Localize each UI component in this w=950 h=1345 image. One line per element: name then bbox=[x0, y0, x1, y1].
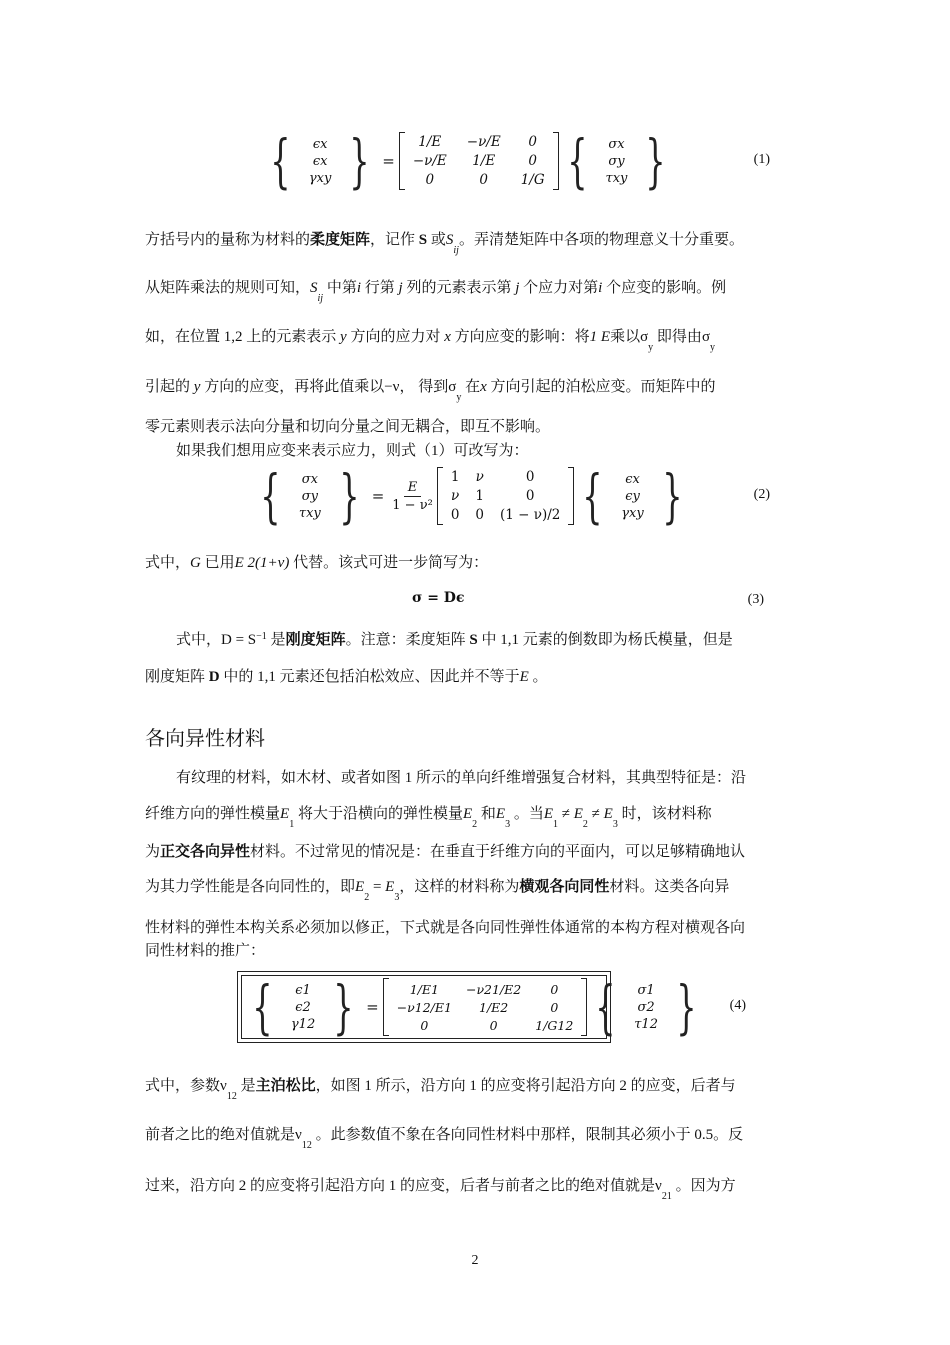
paragraph-3: 如，在位置 1,2 上的元素表示 y 方向的应力对 x 方向应变的影响：将1 E乘以$\sigma_y$ 即得由$\sigma_y$ bbox=[145, 329, 716, 353]
equation-3: σ = Dϵ (3) bbox=[412, 590, 764, 607]
equation-number: (2) bbox=[753, 487, 770, 502]
eq1-rhs-vector: σx σy τxy bbox=[605, 136, 628, 186]
paragraph-2: 从矩阵乘法的规则可知，$S_{ij}$ 中第i 行第 j 列的元素表示第 j 个应力对第i 个应变的影响。例 bbox=[145, 280, 727, 304]
paragraph-18: 过来，沿方向 2 的应变将引起沿方向 1 的应变，后者与前者之比的绝对值就是$\nu_{21}$ 。因为方 bbox=[145, 1178, 736, 1202]
paragraph-12: 为正交各向异性材料。不过常见的情况是：在垂直于纤维方向的平面内，可以足够精确地认 bbox=[145, 844, 746, 860]
paragraph-10: 有纹理的材料，如木材、或者如图 1 所示的单向纤维增强复合材料，其典型特征是：沿 bbox=[176, 770, 747, 786]
eq4-rhs-vector: σ1 σ2 τ12 bbox=[634, 982, 658, 1032]
paragraph-7: 式中，G 已用E 2(1+ν) 代替。该式可进一步简写为： bbox=[145, 555, 489, 571]
paragraph-17: 前者之比的绝对值就是$\nu_{12}$ 。此参数值不象在各向同性材料中那样，限制其必须小于 0.5。反 bbox=[145, 1127, 744, 1151]
eq4-lhs-vector: ϵ1 ϵ2 γ12 bbox=[290, 982, 316, 1032]
paragraph-5: 零元素则表示法向分量和切向分量之间无耦合，即互不影响。 bbox=[145, 419, 551, 435]
eq2-fraction: $\frac{E}{\text{1 − ν²}}$ bbox=[392, 479, 433, 513]
equation-4-box bbox=[237, 971, 697, 1043]
paragraph-9: 刚度矩阵 D 中的 1,1 元素还包括泊松效应、因此并不等于E 。 bbox=[145, 669, 548, 685]
equation-4: { ϵ1 ϵ2 γ12 } = 1/E1 −ν21/E2 0 −ν12/E1 1/E2 0 0 0 1/G12 { σ1 σ2 τ12 } bbox=[252, 973, 697, 1041]
paragraph-4: 引起的 y 方向的应变，再将此值乘以−ν， 得到$\sigma_y$ 在x 方向引起的泊松应变。而矩阵中的 bbox=[145, 379, 716, 403]
paragraph-1: 方括号内的量称为材料的柔度矩阵，记作 S 或$S_{ij}$。弄清楚矩阵中各项的物理意义十分重要。 bbox=[145, 232, 744, 256]
paragraph-6: 如果我们想用应变来表示应力，则式（1）可改写为： bbox=[176, 443, 529, 459]
eq1-matrix: 1/E −ν/E 0 −ν/E 1/E 0 0 0 1/G bbox=[412, 134, 545, 188]
eq4-matrix: 1/E1 −ν21/E2 0 −ν12/E1 1/E2 0 0 0 1/G12 bbox=[396, 981, 574, 1033]
paragraph-11: 纤维方向的弹性模量$E_1$ 将大于沿横向的弹性模量$E_2$ 和$E_3$ 。当$E_1 \ne E_2 \ne E_3$ 时，该材料称 bbox=[145, 806, 712, 830]
equation-number: (1) bbox=[753, 152, 770, 167]
page-number: 2 bbox=[471, 1253, 479, 1268]
equation-2: { σx σy τxy } = $\frac{E}{\text{1 − ν²}}$ 1 ν 0 ν 1 0 0 0 (1 − ν)/2 { ϵx ϵy γxy } (2) bbox=[260, 462, 770, 530]
paragraph-13: 为其力学性能是各向同性的，即$E_2 = E_3$，这样的材料称为横观各向同性材料。这类各向异 bbox=[145, 879, 730, 903]
eq2-rhs-vector: ϵx ϵy γxy bbox=[621, 471, 644, 521]
equation-number: (4) bbox=[729, 998, 746, 1013]
eq1-lhs-vector: ϵx ϵx γxy bbox=[308, 136, 332, 186]
paragraph-14: 性材料的弹性本构关系必须加以修正，下式就是各向同性弹性体通常的本构方程对横观各向 bbox=[145, 920, 746, 936]
equation-1: { ϵx ϵx γxy } = 1/E −ν/E 0 −ν/E 1/E 0 0 0 1/G { σx σy τxy } (1) bbox=[270, 127, 770, 195]
paragraph-8: 式中，$D = S^{-1}$ 是刚度矩阵。注意：柔度矩阵 S 中 1,1 元素的倒数即为杨氏模量，但是 bbox=[176, 631, 733, 648]
eq2-lhs-vector: σx σy τxy bbox=[298, 471, 321, 521]
equation-number: (3) bbox=[747, 592, 764, 607]
paragraph-15: 同性材料的推广： bbox=[145, 943, 266, 959]
section-heading: 各向异性材料 bbox=[145, 726, 265, 750]
eq2-matrix: 1 ν 0 ν 1 0 0 0 (1 − ν)/2 bbox=[450, 469, 561, 523]
paragraph-16: 式中，参数$\nu_{12}$ 是主泊松比，如图 1 所示，沿方向 1 的应变将引起沿方向 2 的应变，后者与 bbox=[145, 1078, 736, 1102]
